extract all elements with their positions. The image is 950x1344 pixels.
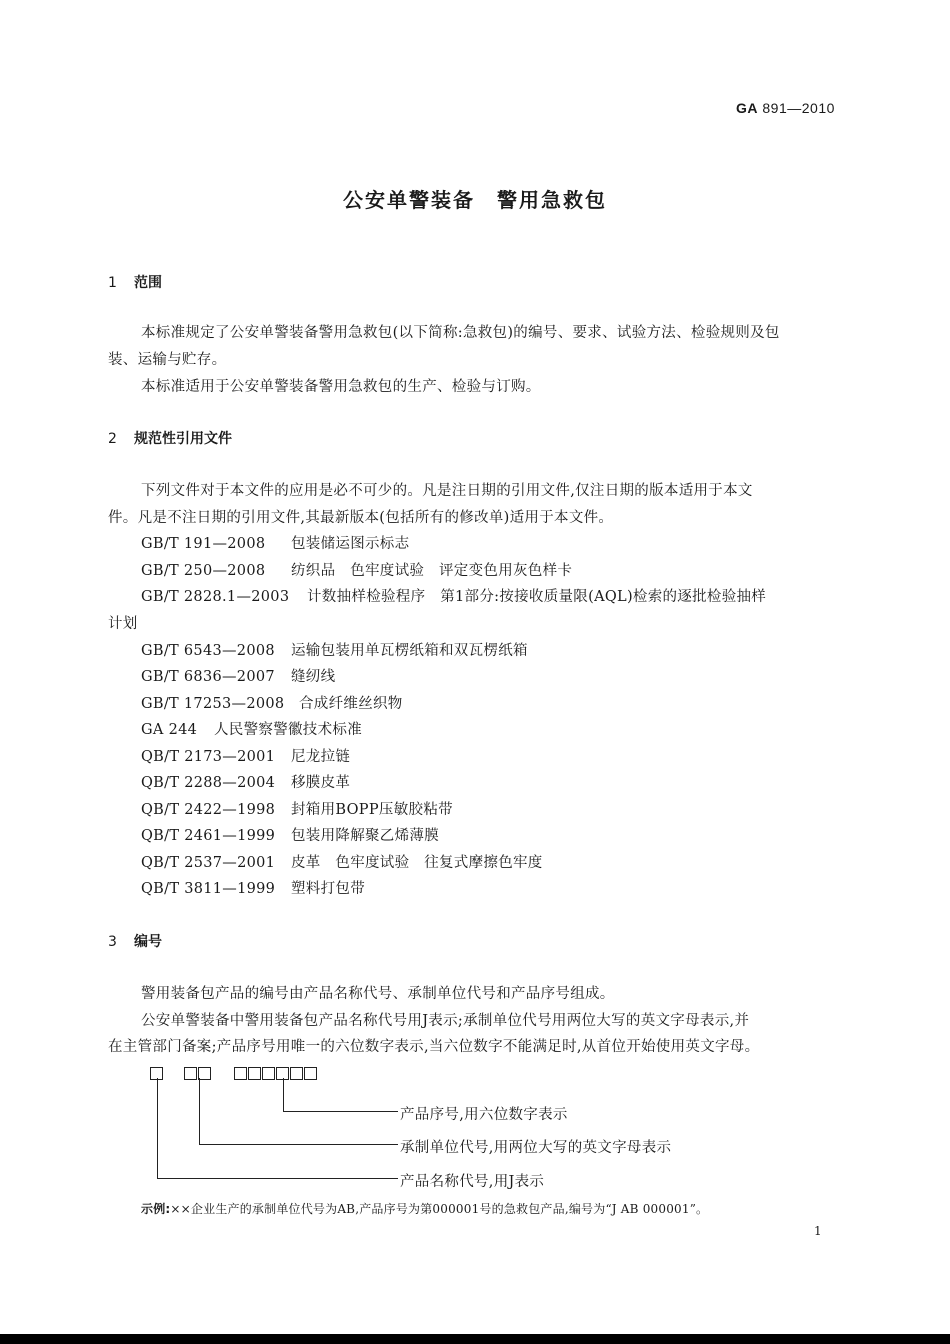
standard-code: 891—2010 (762, 100, 835, 116)
reference-item (141, 692, 403, 713)
reference-code: QB/T 2288—2004 (141, 775, 276, 791)
reference-item (141, 798, 453, 819)
reference-code: GB/T 6543—2008 (141, 643, 275, 659)
reference-code: QB/T 2537—2001 (141, 855, 276, 871)
reference-code: GB/T 250—2008 (141, 563, 266, 579)
leader-line (157, 1178, 398, 1179)
reference-name: 皮革 色牢度试验 往复式摩擦色牢度 (291, 855, 543, 871)
reference-name: 移膜皮革 (291, 775, 351, 791)
section-2-heading (108, 428, 232, 448)
reference-code: GB/T 6836—2007 (141, 669, 275, 685)
manufacturer-code-label: 承制单位代号,用两位大写的英文字母表示 (400, 1140, 672, 1156)
reference-name: 合成纤维丝织物 (299, 696, 403, 712)
reference-code: QB/T 3811—1999 (141, 881, 276, 897)
paragraph: 本标准规定了公安单警装备警用急救包(以下简称:急救包)的编号、要求、试验方法、检验规则及包 (141, 325, 780, 341)
leader-line (283, 1111, 398, 1112)
section-3-heading (108, 931, 162, 951)
paragraph: 下列文件对于本文件的应用是必不可少的。凡是注日期的引用文件,仅注日期的版本适用于本文 (141, 483, 753, 499)
manufacturer-code-boxes (184, 1063, 212, 1082)
reference-item (141, 585, 766, 606)
reference-item (141, 745, 350, 766)
example-label: 示例: (141, 1202, 171, 1216)
reference-item (141, 851, 543, 872)
paragraph: 装、运输与贮存。 (108, 352, 227, 368)
standard-prefix: GA (736, 100, 758, 116)
example-note (141, 1200, 708, 1217)
reference-item (141, 532, 409, 553)
reference-item (108, 612, 138, 633)
paragraph: 公安单警装备中警用装备包产品名称代号用J表示;承制单位代号用两位大写的英文字母表示,并 (141, 1013, 750, 1029)
reference-code: GB/T 17253—2008 (141, 696, 285, 712)
reference-item (141, 824, 439, 845)
page-bottom-bar (0, 1334, 950, 1344)
reference-name: 纺织品 色牢度试验 评定变色用灰色样卡 (291, 563, 573, 579)
standard-number (736, 100, 835, 116)
reference-name: 计划 (108, 616, 138, 632)
section-title: 编号 (134, 934, 162, 950)
reference-name: 缝纫线 (291, 669, 336, 685)
paragraph: 在主管部门备案;产品序号用唯一的六位数字表示,当六位数字不能满足时,从首位开始使用英文字母。 (108, 1039, 760, 1055)
example-text: ××企业生产的承制单位代号为AB,产品序号为第000001号的急救包产品,编号为“J AB 000001”。 (170, 1202, 709, 1216)
reference-code: GB/T 2828.1—2003 (141, 589, 290, 605)
section-number: 3 (108, 934, 117, 950)
leader-line (199, 1144, 398, 1145)
reference-code: QB/T 2173—2001 (141, 749, 276, 765)
reference-name: 封箱用BOPP压敏胶粘带 (291, 802, 453, 818)
reference-name: 塑料打包带 (291, 881, 365, 897)
reference-name: 计数抽样检验程序 第1部分:按接收质量限(AQL)检索的逐批检验抽样 (307, 589, 767, 605)
section-title: 范围 (134, 275, 162, 291)
reference-name: 包装用降解聚乙烯薄膜 (291, 828, 439, 844)
paragraph: 警用装备包产品的编号由产品名称代号、承制单位代号和产品序号组成。 (141, 986, 615, 1002)
reference-name: 运输包装用单瓦楞纸箱和双瓦楞纸箱 (291, 643, 528, 659)
section-number: 1 (108, 275, 117, 291)
reference-item (141, 559, 572, 580)
reference-item (141, 665, 335, 686)
reference-name: 人民警察警徽技术标准 (214, 722, 362, 738)
leader-line (157, 1078, 158, 1178)
reference-code: QB/T 2422—1998 (141, 802, 276, 818)
reference-code: GA 244 (141, 722, 198, 738)
section-title: 规范性引用文件 (134, 431, 232, 447)
document-title: 公安单警装备 警用急救包 (343, 188, 607, 212)
paragraph: 件。凡是不注日期的引用文件,其最新版本(包括所有的修改单)适用于本文件。 (108, 510, 614, 526)
leader-line (283, 1078, 284, 1111)
section-number: 2 (108, 431, 117, 447)
reference-item (141, 639, 528, 660)
serial-number-label: 产品序号,用六位数字表示 (400, 1107, 568, 1123)
serial-number-boxes (234, 1063, 318, 1082)
reference-item (141, 771, 350, 792)
reference-code: GB/T 191—2008 (141, 536, 266, 552)
reference-name: 包装储运图示标志 (291, 536, 410, 552)
paragraph: 本标准适用于公安单警装备警用急救包的生产、检验与订购。 (141, 379, 541, 395)
reference-item (141, 718, 362, 739)
reference-item (141, 877, 365, 898)
page-number: 1 (814, 1224, 822, 1238)
reference-name: 尼龙拉链 (291, 749, 351, 765)
leader-line (199, 1078, 200, 1144)
product-name-code-label: 产品名称代号,用J表示 (400, 1174, 545, 1190)
reference-code: QB/T 2461—1999 (141, 828, 276, 844)
section-1-heading (108, 272, 162, 292)
